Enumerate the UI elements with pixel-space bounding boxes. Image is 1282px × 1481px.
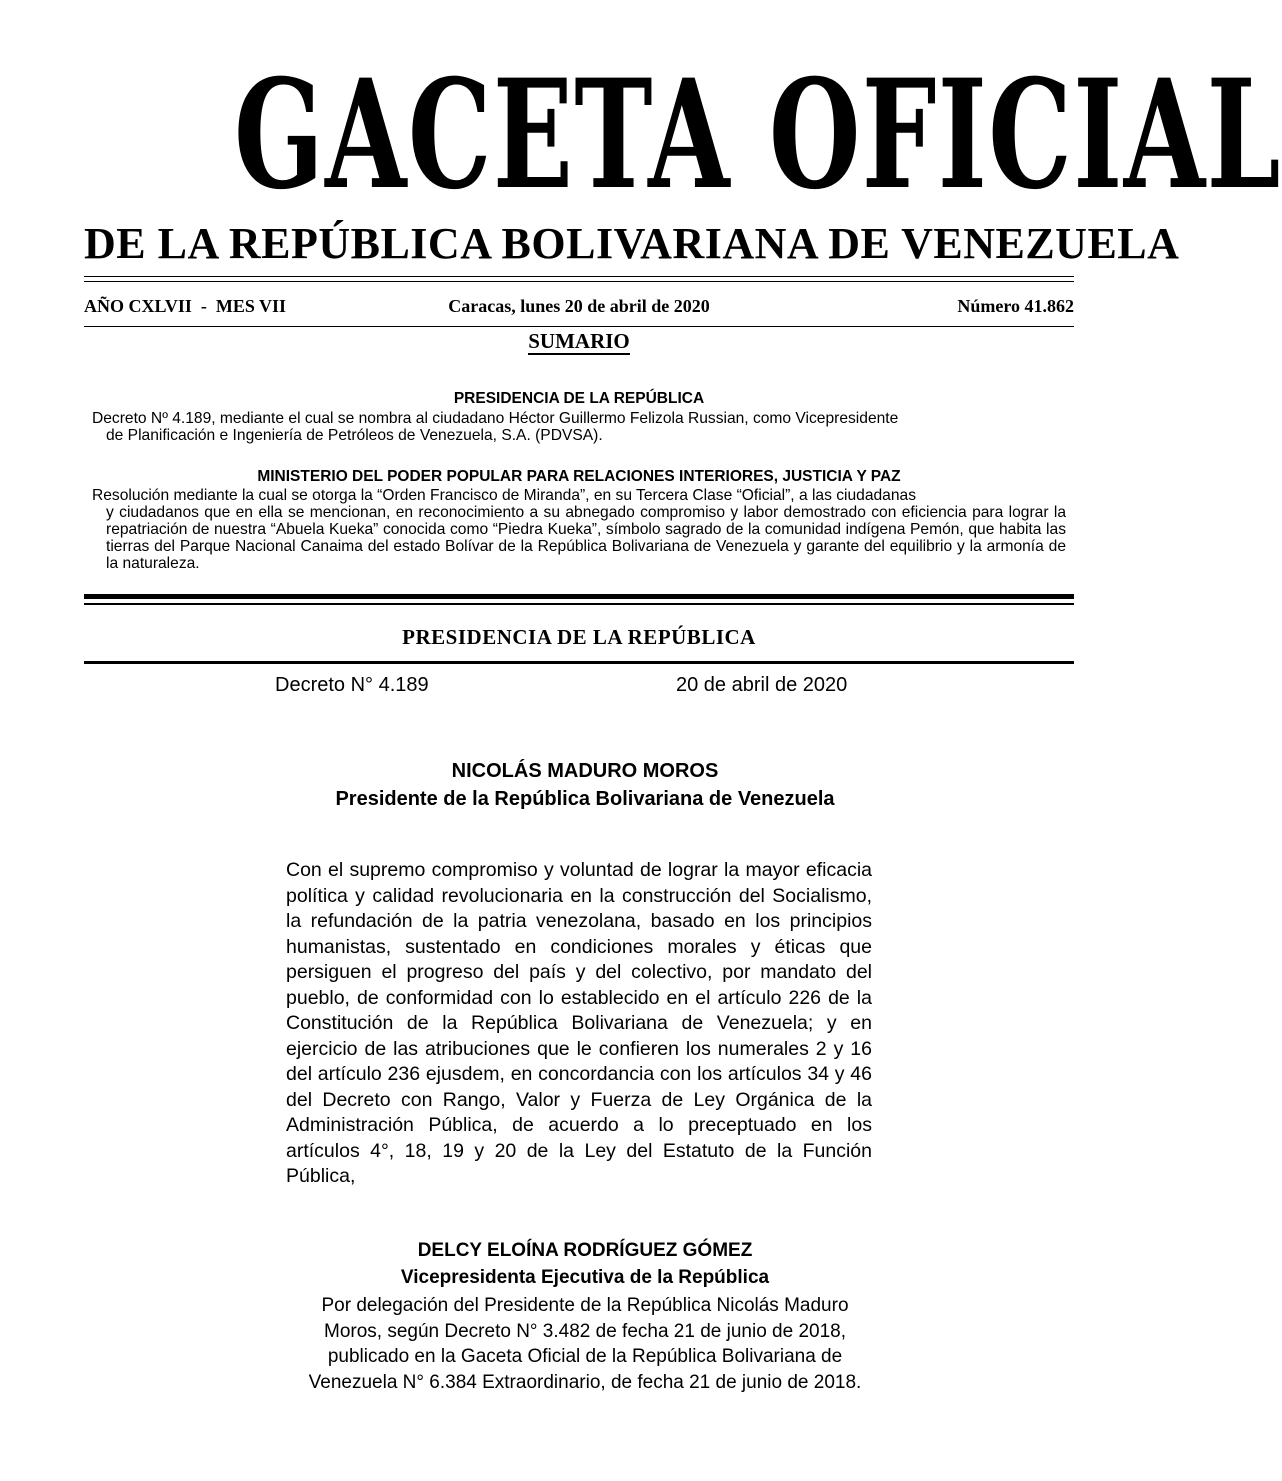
decree-date: 20 de abril de 2020 — [676, 674, 848, 696]
delegation-line: Moros, según Decreto N° 3.482 de fecha 21 de junio de 2018, — [324, 1320, 846, 1342]
sumario-title-text: SUMARIO — [528, 329, 630, 353]
sumario-entry-presidencia — [92, 410, 1066, 444]
delegation-text — [270, 1293, 900, 1395]
delegation-line: Venezuela N° 6.384 Extraordinario, de fecha 21 de junio de 2018. — [308, 1371, 862, 1393]
section-title-rule — [84, 661, 1074, 664]
issue-info-row — [84, 292, 1074, 320]
vicepresident-title: Vicepresidenta Ejecutiva de la República — [400, 1267, 770, 1288]
sumario-entry-line: Resolución mediante la cual se otorga la “Orden Francisco de Miranda”, en su Tercera Clase “Oficial”, a las ciudadanas — [92, 487, 916, 504]
masthead-rule-bottom — [84, 281, 1074, 282]
president-name: NICOLÁS MADURO MOROS — [451, 760, 719, 782]
sumario-entry-continuation: de Planificación e Ingeniería de Petróleos de Venezuela, S.A. (PDVSA). — [106, 427, 603, 444]
masthead-title: GACETA OFICIAL — [234, 47, 1282, 223]
section-separator-thick — [84, 594, 1074, 599]
masthead-subtitle: DE LA REPÚBLICA BOLIVARIANA DE VENEZUELA — [84, 219, 1180, 268]
sumario-heading-ministerio: MINISTERIO DEL PODER POPULAR PARA RELACIONES INTERIORES, JUSTICIA Y PAZ — [257, 468, 901, 485]
section-separator-thin — [84, 603, 1074, 605]
sumario-title — [84, 328, 1074, 354]
president-title: Presidente de la República Bolivariana de Venezuela — [335, 788, 835, 810]
delegation-line: Por delegación del Presidente de la República Nicolás Maduro — [321, 1295, 849, 1316]
sumario-entry-ministerio — [92, 487, 1066, 572]
decree-number: Decreto N° 4.189 — [275, 674, 429, 696]
sumario-entry-continuation: y ciudadanos que en ella se mencionan, en reconocimiento a su abnegado compromiso y labor demostrado con eficiencia para lograr la repatriación de nuestra “Abuela Kueka” conocida como “Piedra Kueka”, símbolo sagrado de la comunidad indígena Pemón, que habita las tierras del Parque Nacional Canaima del estado Bolívar de la República Bolivariana de Venezuela y garante del equilibrio y la armonía de la naturaleza. — [106, 504, 1066, 572]
masthead-rule-top — [84, 276, 1074, 277]
delegation-line: publicado en la Gaceta Oficial de la República Bolivariana de — [327, 1346, 843, 1367]
issue-rule — [84, 326, 1074, 327]
issue-number: Número 41.862 — [957, 296, 1074, 316]
issue-place-date: Caracas, lunes 20 de abril de 2020 — [448, 296, 710, 316]
issue-year-month: AÑO CXLVII - MES VII — [84, 296, 287, 316]
sumario-entry-line: Decreto Nº 4.189, mediante el cual se nombra al ciudadano Héctor Guillermo Felizola Russian, como Vicepresidente — [92, 410, 899, 427]
vicepresident-name: DELCY ELOÍNA RODRÍGUEZ GÓMEZ — [417, 1240, 753, 1261]
section-title: PRESIDENCIA DE LA REPÚBLICA — [402, 625, 756, 649]
decree-body: Con el supremo compromiso y voluntad de lograr la mayor eficacia política y calidad revolucionaria en la construcción del Socialismo, la refundación de la patria venezolana, basado en los principios humanistas, sustentado en condiciones morales y éticas que persiguen el progreso del país y del colectivo, por mandato del pueblo, de conformidad con lo establecido en el artículo 226 de la Constitución de la República Bolivariana de Venezuela; y en ejercicio de las atribuciones que le confieren los numerales 2 y 16 del artículo 236 ejusdem, en concordancia con los artículos 34 y 46 del Decreto con Rango, Valor y Fuerza de Ley Orgánica de la Administración Pública, de acuerdo a lo preceptuado en los artículos 4°, 18, 19 y 20 de la Ley del Estatuto de la Función Pública, — [286, 859, 872, 1187]
sumario-heading-presidencia: PRESIDENCIA DE LA REPÚBLICA — [453, 390, 705, 407]
